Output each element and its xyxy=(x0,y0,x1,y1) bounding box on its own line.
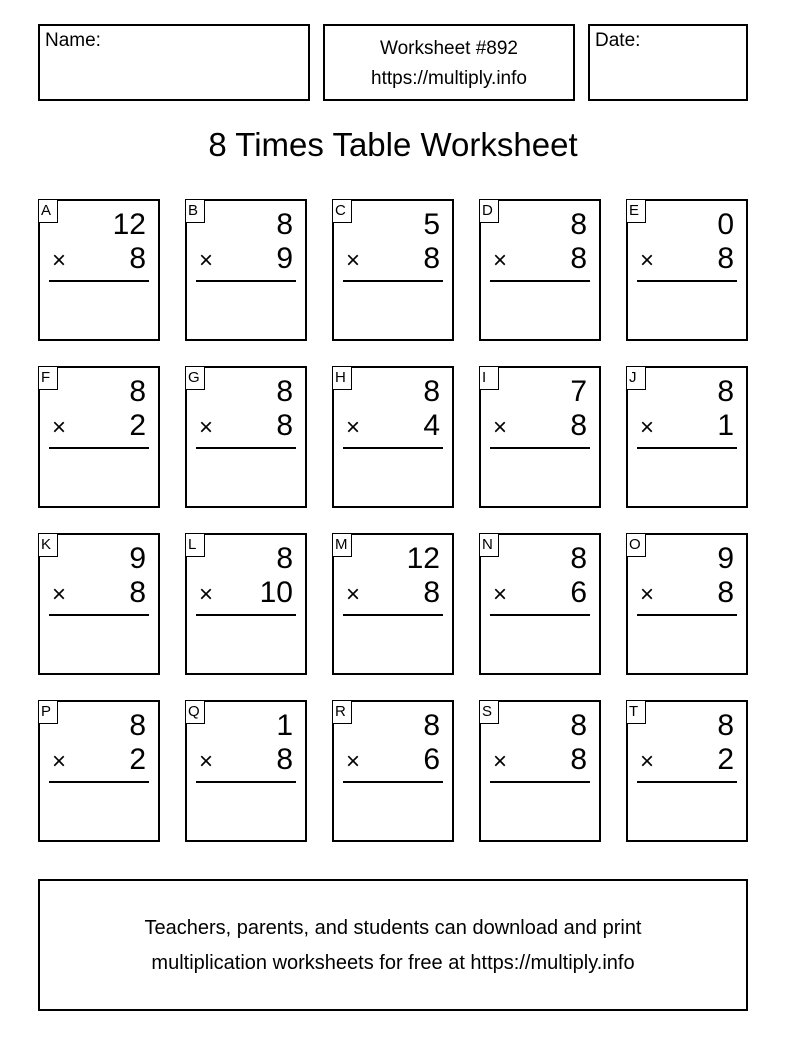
times-sign: × xyxy=(52,748,67,775)
times-sign: × xyxy=(493,414,508,441)
multiplier: 8 xyxy=(276,743,293,776)
times-sign: × xyxy=(52,247,67,274)
problem-cell[interactable] xyxy=(626,366,748,508)
multiplicand: 9 xyxy=(717,542,734,575)
problem-cell[interactable] xyxy=(626,199,748,341)
answer-line xyxy=(637,781,737,783)
multiplier: 8 xyxy=(717,242,734,275)
multiplier: 1 xyxy=(717,409,734,442)
answer-line xyxy=(490,280,590,282)
problem-letter: T xyxy=(626,700,646,724)
answer-line xyxy=(196,614,296,616)
problem-letter: O xyxy=(626,533,646,557)
answer-line xyxy=(490,781,590,783)
problem-letter: B xyxy=(185,199,205,223)
multiplier: 8 xyxy=(570,409,587,442)
multiplicand: 8 xyxy=(717,709,734,742)
times-sign: × xyxy=(52,414,67,441)
times-sign: × xyxy=(493,748,508,775)
footer-line-2: multiplication worksheets for free at https://multiply.info xyxy=(151,952,635,974)
problem-cell[interactable] xyxy=(332,700,454,842)
answer-line xyxy=(49,614,149,616)
multiplicand: 8 xyxy=(570,542,587,575)
multiplier: 6 xyxy=(423,743,440,776)
problem-letter: H xyxy=(332,366,352,390)
answer-line xyxy=(49,280,149,282)
multiplier: 8 xyxy=(717,576,734,609)
problem-cell[interactable] xyxy=(185,533,307,675)
times-sign: × xyxy=(346,748,361,775)
answer-line xyxy=(343,781,443,783)
problem-letter: E xyxy=(626,199,646,223)
website-text: https://multiply.info xyxy=(371,68,527,89)
problem-cell[interactable] xyxy=(479,533,601,675)
answer-line xyxy=(196,280,296,282)
problem-letter: S xyxy=(479,700,499,724)
answer-line xyxy=(343,447,443,449)
multiplicand: 8 xyxy=(129,375,146,408)
problem-grid xyxy=(38,199,748,842)
times-sign: × xyxy=(52,581,67,608)
footer-box xyxy=(38,879,748,1011)
multiplicand: 8 xyxy=(570,709,587,742)
multiplier: 4 xyxy=(423,409,440,442)
multiplier: 8 xyxy=(129,576,146,609)
times-sign: × xyxy=(199,748,214,775)
problem-letter: I xyxy=(479,366,499,390)
problem-cell[interactable] xyxy=(332,366,454,508)
times-sign: × xyxy=(346,414,361,441)
answer-line xyxy=(49,781,149,783)
problem-letter: A xyxy=(38,199,58,223)
multiplicand: 9 xyxy=(129,542,146,575)
problem-cell[interactable] xyxy=(185,199,307,341)
footer-line-1: Teachers, parents, and students can download and print xyxy=(144,917,642,939)
multiplier: 8 xyxy=(423,576,440,609)
times-sign: × xyxy=(199,414,214,441)
multiplier: 6 xyxy=(570,576,587,609)
times-sign: × xyxy=(640,247,655,274)
multiplicand: 12 xyxy=(406,542,440,575)
answer-line xyxy=(196,781,296,783)
problem-letter: Q xyxy=(185,700,205,724)
problem-letter: J xyxy=(626,366,646,390)
problem-cell[interactable] xyxy=(38,366,160,508)
problem-cell[interactable] xyxy=(332,533,454,675)
problem-cell[interactable] xyxy=(479,700,601,842)
problem-letter: L xyxy=(185,533,205,557)
multiplicand: 7 xyxy=(570,375,587,408)
multiplicand: 0 xyxy=(717,208,734,241)
multiplicand: 1 xyxy=(276,709,293,742)
multiplier: 8 xyxy=(423,242,440,275)
multiplicand: 5 xyxy=(423,208,440,241)
answer-line xyxy=(196,447,296,449)
problem-letter: K xyxy=(38,533,58,557)
problem-cell[interactable] xyxy=(479,366,601,508)
multiplicand: 8 xyxy=(276,375,293,408)
problem-letter: R xyxy=(332,700,352,724)
problem-cell[interactable] xyxy=(38,700,160,842)
problem-cell[interactable] xyxy=(185,700,307,842)
problem-cell[interactable] xyxy=(38,533,160,675)
times-sign: × xyxy=(493,581,508,608)
times-sign: × xyxy=(346,247,361,274)
problem-cell[interactable] xyxy=(185,366,307,508)
times-sign: × xyxy=(640,414,655,441)
worksheet-number: Worksheet #892 xyxy=(379,38,518,59)
multiplier: 2 xyxy=(717,743,734,776)
page-title: 8 Times Table Worksheet xyxy=(208,126,578,163)
worksheet-info-box xyxy=(323,24,575,101)
multiplier: 2 xyxy=(129,409,146,442)
multiplier: 8 xyxy=(570,743,587,776)
multiplicand: 8 xyxy=(423,375,440,408)
date-field[interactable] xyxy=(588,24,748,101)
multiplier: 9 xyxy=(276,242,293,275)
times-sign: × xyxy=(493,247,508,274)
multiplicand: 8 xyxy=(276,208,293,241)
answer-line xyxy=(49,447,149,449)
problem-cell[interactable] xyxy=(38,199,160,341)
answer-line xyxy=(637,280,737,282)
problem-letter: P xyxy=(38,700,58,724)
name-field[interactable] xyxy=(38,24,310,101)
problem-cell[interactable] xyxy=(332,199,454,341)
problem-letter: M xyxy=(332,533,352,557)
multiplier: 8 xyxy=(276,409,293,442)
problem-letter: D xyxy=(479,199,499,223)
answer-line xyxy=(343,614,443,616)
multiplicand: 12 xyxy=(112,208,146,241)
answer-line xyxy=(637,614,737,616)
problem-letter: C xyxy=(332,199,352,223)
multiplicand: 8 xyxy=(129,709,146,742)
times-sign: × xyxy=(640,748,655,775)
answer-line xyxy=(343,280,443,282)
times-sign: × xyxy=(640,581,655,608)
answer-line xyxy=(490,447,590,449)
multiplier: 8 xyxy=(570,242,587,275)
multiplier: 2 xyxy=(129,743,146,776)
problem-letter: N xyxy=(479,533,499,557)
problem-cell[interactable] xyxy=(626,700,748,842)
multiplicand: 8 xyxy=(276,542,293,575)
times-sign: × xyxy=(199,247,214,274)
multiplicand: 8 xyxy=(423,709,440,742)
multiplicand: 8 xyxy=(570,208,587,241)
answer-line xyxy=(490,614,590,616)
problem-letter: F xyxy=(38,366,58,390)
date-label: Date: xyxy=(595,30,641,51)
times-sign: × xyxy=(346,581,361,608)
multiplicand: 8 xyxy=(717,375,734,408)
problem-cell[interactable] xyxy=(626,533,748,675)
problem-cell[interactable] xyxy=(479,199,601,341)
problem-letter: G xyxy=(185,366,205,390)
multiplier: 8 xyxy=(129,242,146,275)
multiplier: 10 xyxy=(259,576,293,609)
name-label: Name: xyxy=(45,30,101,51)
answer-line xyxy=(637,447,737,449)
times-sign: × xyxy=(199,581,214,608)
